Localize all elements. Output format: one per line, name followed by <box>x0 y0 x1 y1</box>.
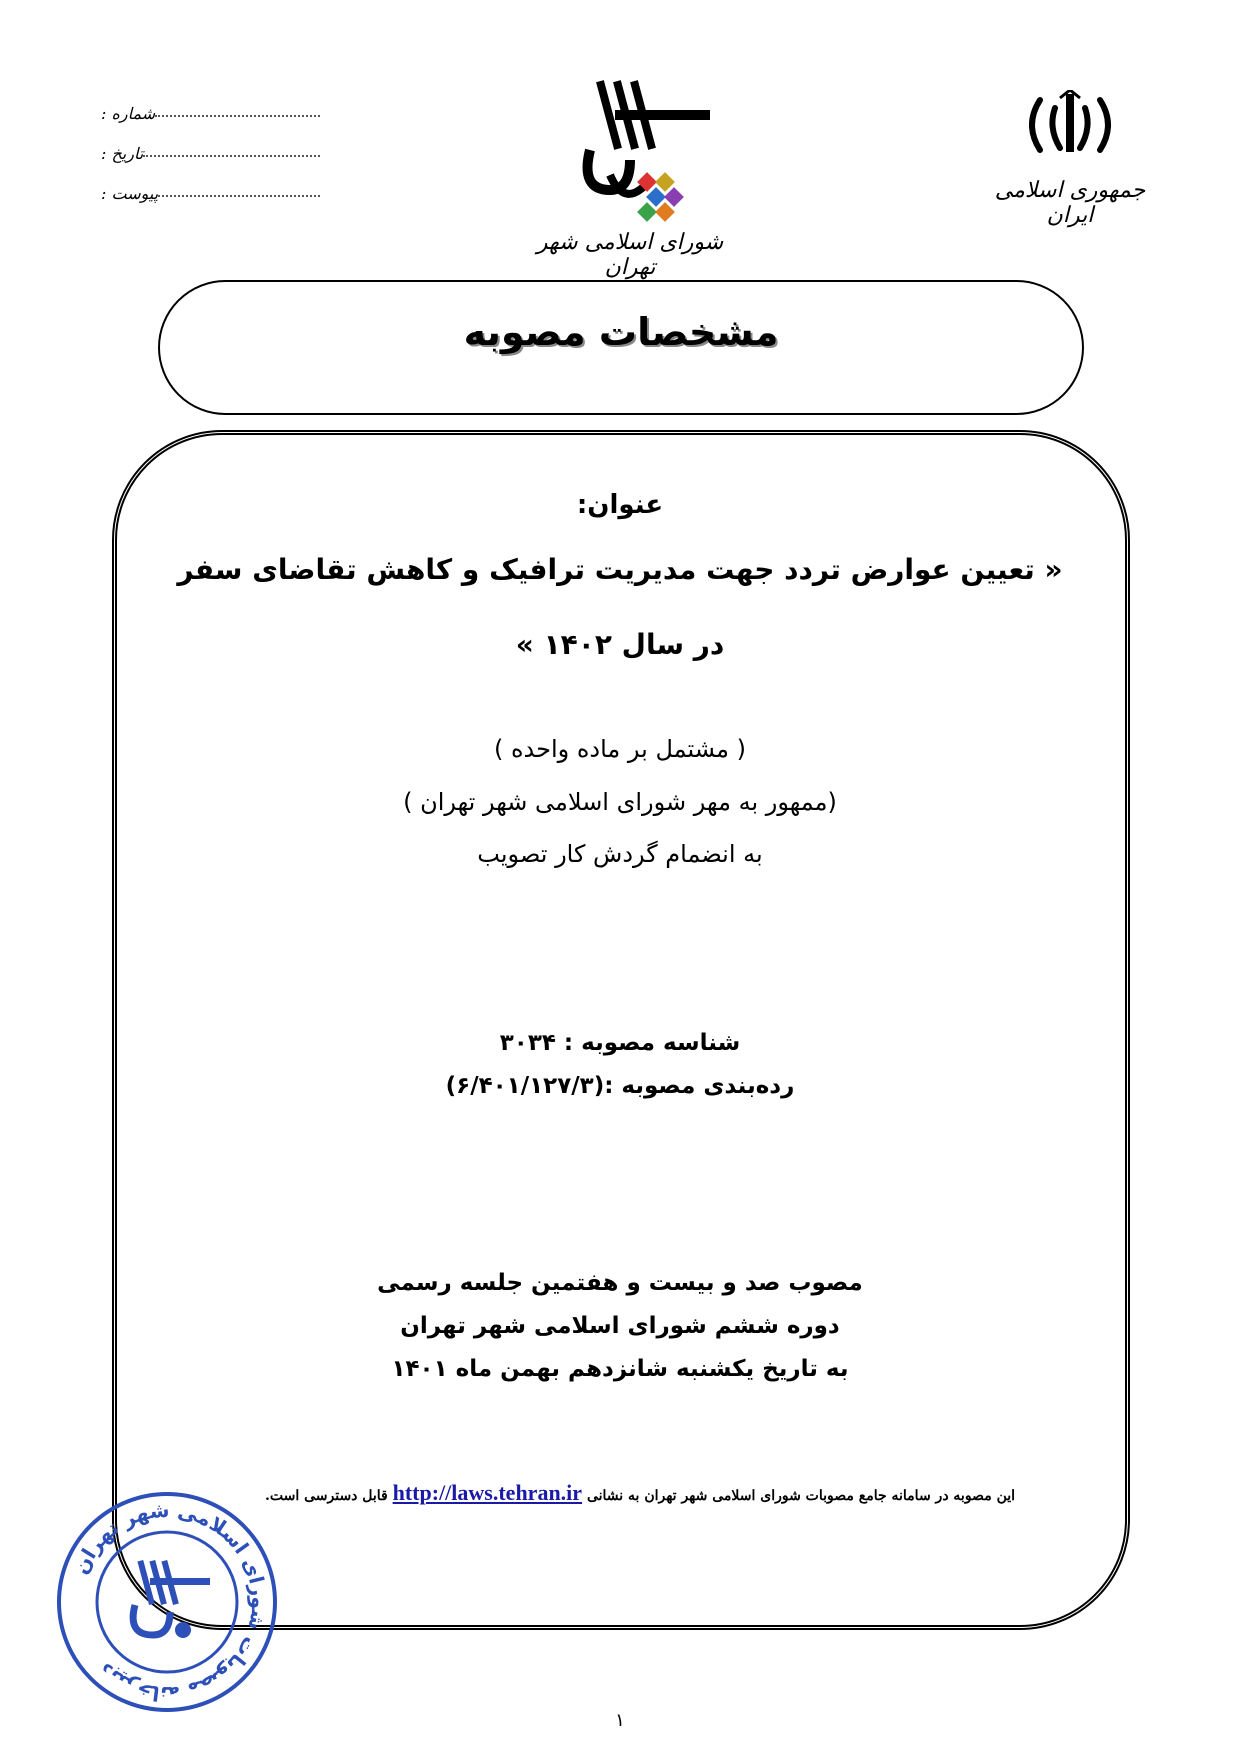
number-label: شماره : <box>101 104 156 123</box>
resolution-classification: رده‌بندی مصوبه :(۶/۴۰۱/۱۲۷/۳) <box>445 1073 795 1099</box>
laws-link[interactable]: http://laws.tehran.ir <box>392 1480 583 1505</box>
svg-text:دبیرخانه مصوبات شورای اسلامی ش: دبیرخانه مصوبات شورای اسلامی شهر تهران <box>68 1497 272 1707</box>
page-title: مشخصات مصوبه <box>463 310 779 354</box>
footer-note <box>200 1480 1080 1506</box>
council-caption: شورای اسلامی شهر تهران <box>536 230 724 280</box>
subject-line-2: در سال ۱۴۰۲ » <box>515 628 725 661</box>
resolution-id: شناسه مصوبه : ۳۰۳۴ <box>499 1030 741 1056</box>
attachment-field <box>95 175 320 203</box>
attachment-label: پیوست : <box>101 184 159 203</box>
number-field <box>95 95 320 123</box>
iran-emblem-logo <box>1010 90 1130 160</box>
approval-term: دوره ششم شورای اسلامی شهر تهران <box>400 1313 840 1339</box>
number-dotted-line <box>155 114 320 117</box>
date-field <box>95 135 320 163</box>
footer-text-before: این مصوبه در سامانه جامع مصوبات شورای اسلامی شهر تهران به نشانی <box>586 1488 1016 1504</box>
country-caption: جمهوری اسلامی ایران <box>994 178 1146 228</box>
subject-line-1: « تعیین عوارض تردد جهت مدیریت ترافیک و کاهش تقاضای سفر <box>177 553 1063 586</box>
page-number: ۱ <box>615 1710 625 1731</box>
date-label: تاریخ : <box>101 144 144 163</box>
council-logo <box>570 80 710 240</box>
note-single-article: ( مشتمل بر ماده واحده ) <box>493 735 747 763</box>
date-dotted-line <box>143 154 320 157</box>
note-workflow: به انضمام گردش کار تصویب <box>477 840 763 868</box>
subject-label: عنوان: <box>576 490 664 520</box>
approval-date: به تاریخ یکشنبه شانزدهم بهمن ماه ۱۴۰۱ <box>391 1356 849 1382</box>
council-stamp <box>55 1490 280 1715</box>
note-sealed: (ممهور به مهر شورای اسلامی شهر تهران ) <box>403 788 837 816</box>
footer-text-after: قابل دسترسی است. <box>264 1488 388 1504</box>
approval-session: مصوب صد و بیست و هفتمین جلسه رسمی <box>377 1270 863 1296</box>
attachment-dotted-line <box>158 194 320 197</box>
